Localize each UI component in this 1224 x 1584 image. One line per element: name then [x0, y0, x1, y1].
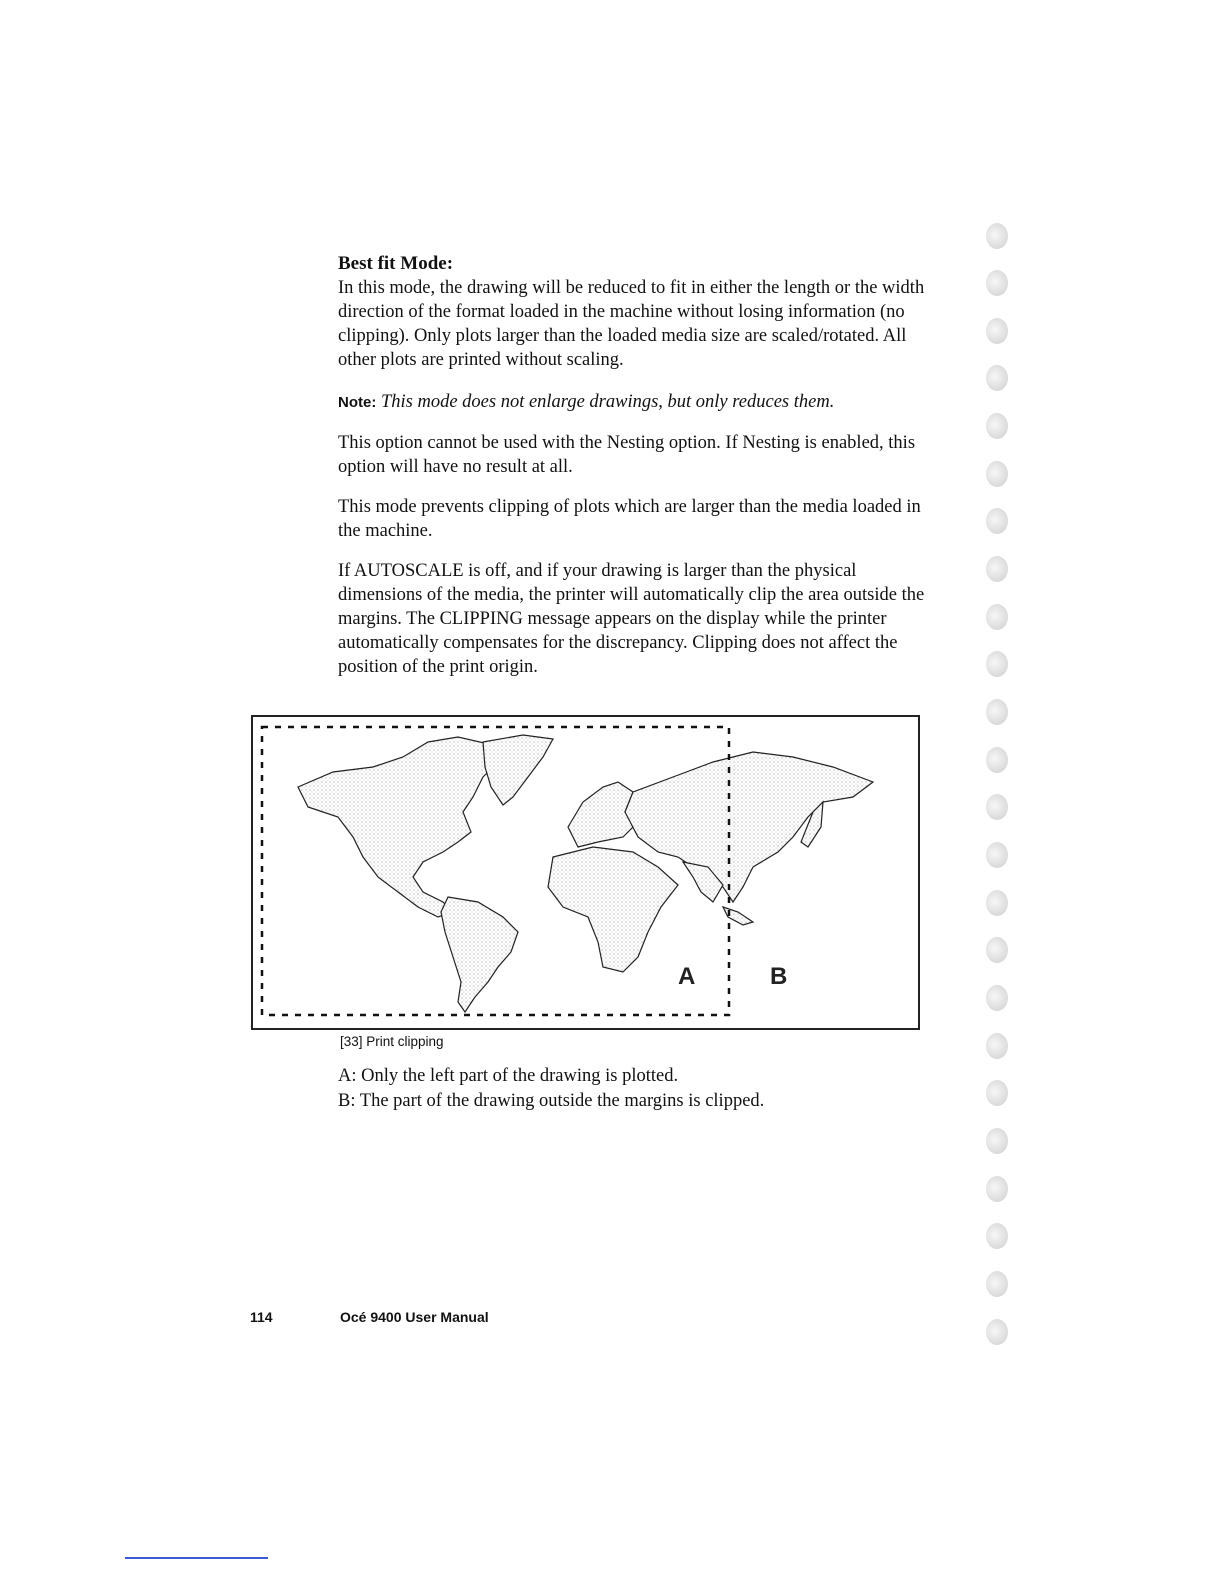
- binding-hole-icon: [986, 365, 1008, 391]
- south-america-shape: [441, 897, 518, 1012]
- binding-hole-icon: [986, 842, 1008, 868]
- binding-hole-icon: [986, 508, 1008, 534]
- binding-hole-icon: [986, 890, 1008, 916]
- greenland-shape: [483, 735, 553, 805]
- intro-paragraph: In this mode, the drawing will be reduced to fit in either the length or the width direction of the format loaded in the machine without losing information (no clipping). Only plots larger than the loaded media size are scaled/rotated. All other plots are printed without scaling.: [338, 278, 925, 370]
- binding-hole-icon: [986, 1319, 1008, 1345]
- binding-hole-icon: [986, 556, 1008, 582]
- clipping-prevention-paragraph: This mode prevents clipping of plots which are larger than the media loaded in the machine.: [338, 497, 921, 541]
- nesting-paragraph: This option cannot be used with the Nesting option. If Nesting is enabled, this option will have no result at all.: [338, 433, 916, 477]
- binding-hole-icon: [986, 461, 1008, 487]
- note-paragraph: [338, 390, 938, 415]
- label-a: A: [678, 963, 696, 990]
- footer-title: Océ 9400 User Manual: [340, 1309, 489, 1325]
- print-clipping-figure: [251, 715, 920, 1030]
- binding-hole-icon: [986, 270, 1008, 296]
- indonesia-shape: [723, 907, 753, 925]
- binding-hole-icon: [986, 1176, 1008, 1202]
- binding-hole-icon: [986, 1223, 1008, 1249]
- north-america-shape: [298, 737, 498, 917]
- note-text: This mode does not enlarge drawings, but only reduces them.: [380, 392, 835, 412]
- scan-edge-line: [125, 1557, 268, 1559]
- section-heading: Best fit Mode:: [338, 253, 454, 274]
- label-b: B: [770, 963, 788, 990]
- binding-hole-icon: [986, 413, 1008, 439]
- binding-hole-icon: [986, 794, 1008, 820]
- binding-hole-icon: [986, 1080, 1008, 1106]
- figure-legend: [338, 1064, 764, 1114]
- main-content: [338, 252, 938, 695]
- autoscale-paragraph: If AUTOSCALE is off, and if your drawing is larger than the physical dimensions of the media, the printer will automatically clip the area outside the margins. The CLIPPING message appears on the display while the printer automatically compensates for the discrepancy. Clipping does not affect the position of the print origin.: [338, 561, 925, 677]
- binding-hole-icon: [986, 223, 1008, 249]
- binding-hole-icon: [986, 937, 1008, 963]
- binding-hole-icon: [986, 651, 1008, 677]
- africa-shape: [548, 847, 678, 972]
- binding-hole-icon: [986, 985, 1008, 1011]
- binding-hole-icon: [986, 747, 1008, 773]
- legend-a: A: Only the left part of the drawing is plotted.: [338, 1066, 679, 1086]
- binding-hole-icon: [986, 318, 1008, 344]
- binding-hole-icon: [986, 1033, 1008, 1059]
- binding-hole-icon: [986, 604, 1008, 630]
- binding-holes: [980, 215, 1020, 1365]
- binding-hole-icon: [986, 1128, 1008, 1154]
- binding-hole-icon: [986, 1271, 1008, 1297]
- page-number: 114: [250, 1309, 273, 1325]
- binding-hole-icon: [986, 699, 1008, 725]
- figure-caption: [33] Print clipping: [340, 1034, 444, 1049]
- note-label: Note:: [338, 394, 377, 411]
- world-map-icon: [253, 717, 922, 1032]
- legend-b: B: The part of the drawing outside the margins is clipped.: [338, 1091, 765, 1111]
